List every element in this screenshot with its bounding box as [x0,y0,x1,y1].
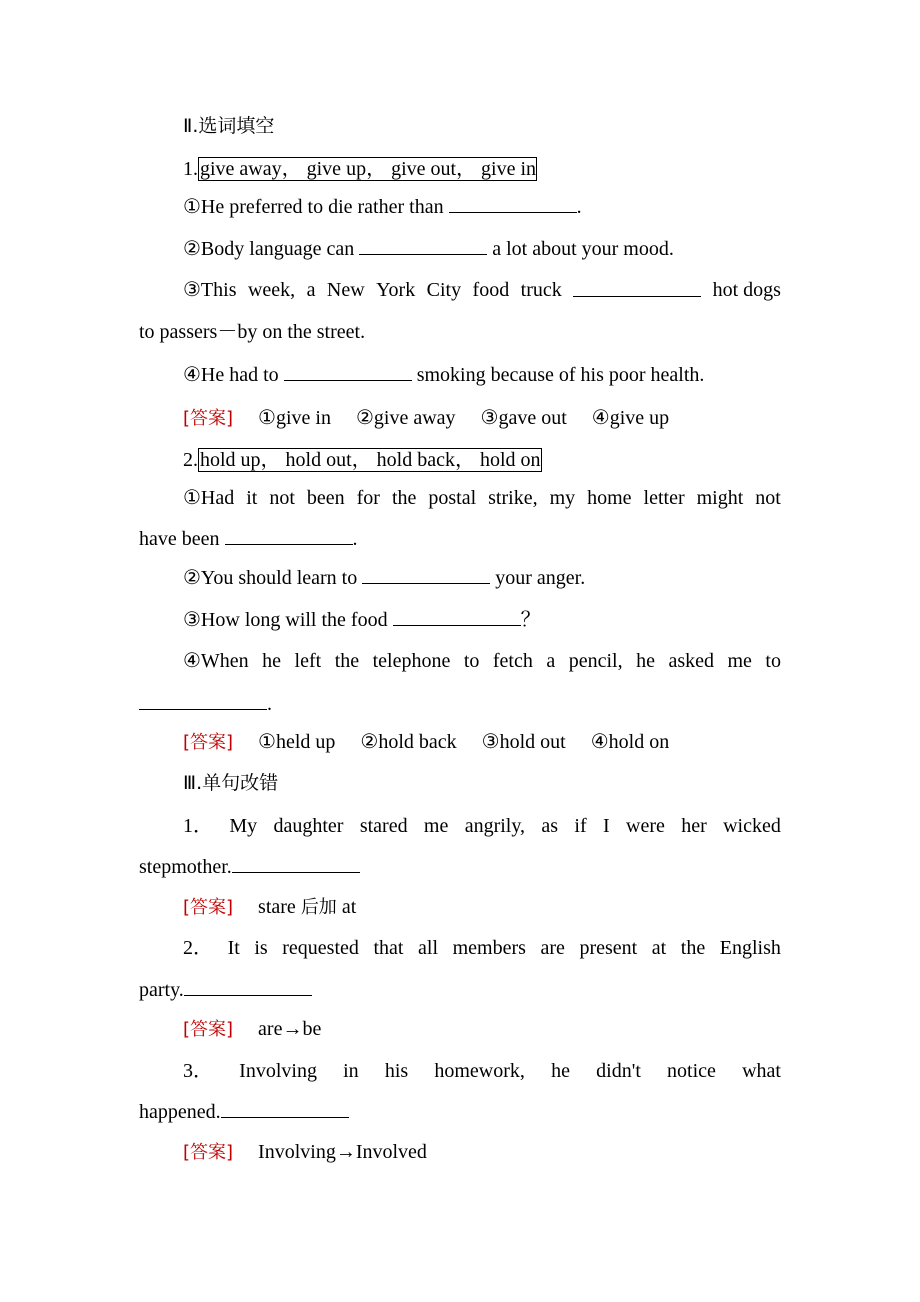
g1-question-3: ③This week, a New York City food truck hot dogs [183,279,781,301]
answer-blank[interactable] [184,977,312,996]
s3-item-3-cont: happened. [139,1099,349,1124]
group-1-box: give away， give up， give out， give in [200,158,537,180]
answer-label: [答案] [183,897,234,918]
g1-question-3-cont: to passers－by on the street. [139,321,366,343]
answer-label: [答案] [183,1142,234,1163]
s3-item-3: 3． Involving in his homework, he didn't notice what [183,1060,781,1082]
answer-blank[interactable] [225,526,353,545]
answer-blank[interactable] [221,1099,349,1118]
answer-blank[interactable] [359,236,487,255]
answer-label: [答案] [183,1019,234,1040]
g1-question-1: ①He preferred to die rather than . [183,196,582,218]
g1-question-2: ②Body language can a lot about your mood. [183,238,674,260]
s3-item-2-answer: [答案] are→be [183,1018,322,1040]
g2-question-4-cont: . [139,691,272,716]
group-2-word-bank [183,448,542,472]
g1-answer: [答案] ①give in ②give away ③gave out ④give up [183,407,670,429]
g2-question-4: ④When he left the telephone to fetch a pencil, he asked me to [183,650,781,672]
s3-item-2: 2． It is requested that all members are present at the English [183,937,781,959]
section-3-heading: Ⅲ.单句改错 [183,772,279,794]
answer-blank[interactable] [393,607,521,626]
g2-question-3: ③How long will the food ？ [183,609,541,631]
group-2-box: hold up， hold out， hold back， hold on [200,449,541,471]
section-2-heading: Ⅱ.选词填空 [183,115,275,137]
s3-item-1: 1． My daughter stared me angrily, as if I were her wicked [183,815,781,837]
s3-item-1-cont: stepmother. [139,854,360,879]
s3-item-2-cont: party. [139,977,312,1002]
g1-question-4: ④He had to smoking because of his poor health. [183,364,705,386]
g2-question-1-cont: have been . [139,528,358,550]
answer-blank[interactable] [139,691,267,710]
answer-blank[interactable] [284,362,412,381]
answer-blank[interactable] [362,565,490,584]
g2-question-1: ①Had it not been for the postal strike, my home letter might not [183,487,781,509]
answer-label: [答案] [183,408,234,429]
s3-item-3-answer: [答案] Involving→Involved [183,1141,427,1163]
g2-question-2: ②You should learn to your anger. [183,567,586,589]
answer-blank[interactable] [573,278,701,297]
answer-blank[interactable] [449,194,577,213]
answer-blank[interactable] [232,854,360,873]
g2-answer: [答案] ①held up ②hold back ③hold out ④hold on [183,731,670,753]
s3-item-1-answer: [答案] stare 后加 at [183,896,357,918]
answer-label: [答案] [183,732,234,753]
group-2-number: 2. [183,449,198,471]
group-1-word-bank [183,157,537,181]
group-1-number: 1. [183,158,198,180]
